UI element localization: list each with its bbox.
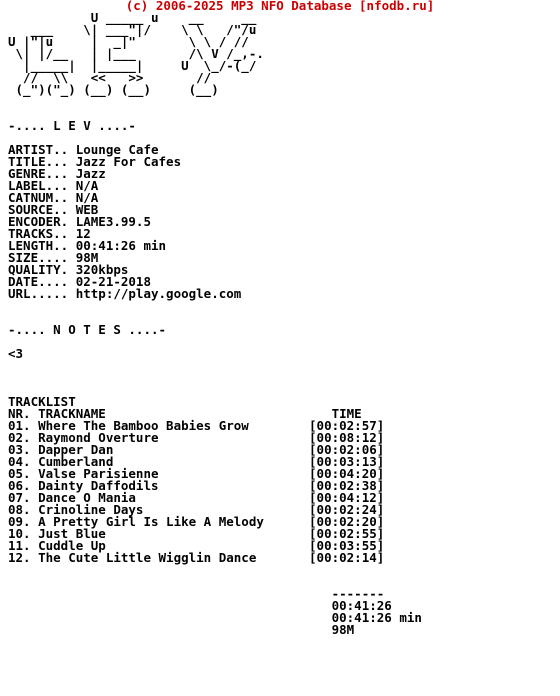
- total-size: 98M: [8, 622, 355, 637]
- nfo-text-block: [8, 12, 422, 636]
- track-row: 09. A Pretty Girl Is Like A Melody [00:02:20]: [8, 514, 385, 529]
- info-encoder: ENCODER. LAME3.99.5: [8, 214, 151, 229]
- track-row: 07. Dance O Mania [00:04:12]: [8, 490, 385, 505]
- info-artist: ARTIST.. Lounge Cafe: [8, 142, 159, 157]
- track-row: 06. Dainty Daffodils [00:02:38]: [8, 478, 385, 493]
- track-row: 11. Cuddle Up [00:03:55]: [8, 538, 385, 553]
- info-title: TITLE... Jazz For Cafes: [8, 154, 182, 169]
- total-time: 00:41:26: [8, 598, 392, 613]
- track-row: 03. Dapper Dan [00:02:06]: [8, 442, 385, 457]
- nfo-line: // \\ << >> //: [8, 70, 212, 85]
- info-source: SOURCE.. WEB: [8, 202, 99, 217]
- nfo-line: (_")("_) (__) (__) (__): [8, 82, 219, 97]
- nfo-line: \| |/__ | |___ /\ V /_,-.: [8, 46, 264, 61]
- nfo-line: [8, 96, 422, 108]
- nfo-line: [8, 564, 422, 576]
- nfo-line: |_____| |_____| U \_/-(_/: [8, 58, 257, 73]
- section-title-notes: -.... N O T E S ....-: [8, 322, 167, 337]
- track-row: 05. Valse Parisienne [00:04:20]: [8, 466, 385, 481]
- info-date: DATE.... 02-21-2018: [8, 274, 151, 289]
- tracklist-heading: TRACKLIST: [8, 394, 76, 409]
- info-quality: QUALITY. 320kbps: [8, 262, 129, 277]
- track-row: 04. Cumberland [00:03:13]: [8, 454, 385, 469]
- info-genre: GENRE... Jazz: [8, 166, 106, 181]
- section-title-lev: -.... L E V ....-: [8, 118, 136, 133]
- nfo-line: [8, 336, 422, 348]
- nfo-line: [8, 360, 422, 372]
- track-row: 02. Raymond Overture [00:08:12]: [8, 430, 385, 445]
- nfo-line: ___ \| ___"|/ \ \ /"/u: [8, 22, 257, 37]
- site-header: (c) 2006-2025 MP3 NFO Database [nfodb.ru]: [125, 0, 435, 13]
- info-label: LABEL... N/A: [8, 178, 99, 193]
- nfo-line: [8, 300, 422, 312]
- total-divider: -------: [8, 586, 385, 601]
- nfo-line: U |"|u | _|" \ \ / //: [8, 34, 249, 49]
- track-row: 08. Crinoline Days [00:02:24]: [8, 502, 385, 517]
- nfo-line: U _____ u __ __: [8, 10, 257, 25]
- total-time-min: 00:41:26 min: [8, 610, 422, 625]
- info-length: LENGTH.. 00:41:26 min: [8, 238, 167, 253]
- track-row: 10. Just Blue [00:02:55]: [8, 526, 385, 541]
- info-catnum: CATNUM.. N/A: [8, 190, 99, 205]
- info-size: SIZE.... 98M: [8, 250, 99, 265]
- track-row: 12. The Cute Little Wigglin Dance [00:02:14]: [8, 550, 385, 565]
- info-url: URL..... http://play.google.com: [8, 286, 242, 301]
- nfo-line: [8, 372, 422, 384]
- track-row: 01. Where The Bamboo Babies Grow [00:02:57]: [8, 418, 385, 433]
- notes-text: <3: [8, 346, 24, 361]
- info-tracks: TRACKS.. 12: [8, 226, 91, 241]
- tracklist-header-row: NR. TRACKNAME TIME: [8, 406, 362, 421]
